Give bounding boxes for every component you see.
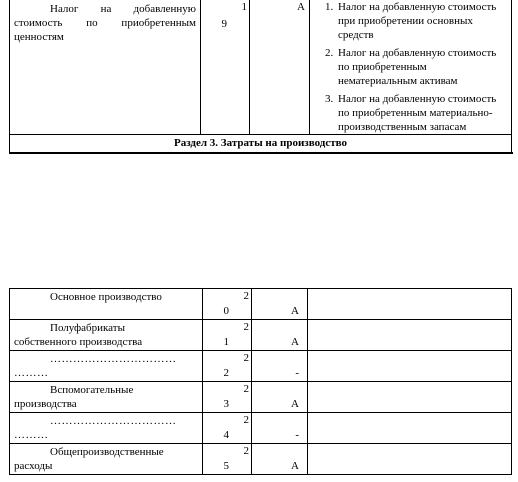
account-type-cell: [252, 382, 308, 413]
table-row: [10, 320, 512, 351]
account-name-cell: [10, 351, 203, 382]
subaccounts-cell: [308, 413, 512, 444]
account-name-line2: расходы: [14, 460, 53, 472]
account-number-first-digit: 2: [243, 445, 249, 457]
account-type-cell: [252, 289, 308, 320]
account-number-cell: [203, 289, 252, 320]
account-number-first-digit: 2: [243, 414, 249, 426]
account-number-cell: [203, 382, 252, 413]
account-type-cell: [252, 351, 308, 382]
subaccounts-cell: [308, 320, 512, 351]
section-header-row: [10, 135, 512, 154]
account-number-cell: [203, 320, 252, 351]
account-type-code: А: [291, 336, 299, 348]
account-number-second-digit: 3: [223, 398, 229, 410]
list-item: 3. Налог на добавленную стоимость по приобретенным материально-производственным запасам: [336, 92, 507, 134]
account-name-line1: Основное производство: [50, 291, 162, 303]
account-name-line1: Полуфабрикаты: [50, 322, 125, 334]
accounts-table-bottom: [9, 288, 512, 475]
accounts-table-top: [9, 0, 512, 154]
table-row: [10, 289, 512, 320]
table-bottom-border: [9, 152, 513, 154]
account-type-code: А: [297, 1, 305, 13]
table-row: [10, 0, 512, 135]
account-number-cell: [203, 351, 252, 382]
account-name-line2: ………: [14, 367, 49, 379]
account-name-cell: [10, 413, 203, 444]
account-name-cell: [10, 289, 203, 320]
account-type-code: -: [295, 367, 299, 379]
account-type-cell: [252, 444, 308, 475]
section-title: Раздел 3. Затраты на производство: [10, 135, 512, 154]
account-name-line2: производства: [14, 398, 77, 410]
account-name-cell: [10, 0, 201, 135]
account-name-cell: [10, 382, 203, 413]
account-name-line1: Общепроизводственные: [50, 446, 164, 458]
account-number-cell: [203, 444, 252, 475]
account-name-line1: Вспомогательные: [50, 384, 134, 396]
subaccounts-list: [314, 0, 507, 134]
account-number-first-digit: 2: [243, 383, 249, 395]
subaccounts-cell: [310, 0, 512, 135]
account-number-first-digit: 1: [241, 1, 247, 13]
subaccounts-cell: [308, 289, 512, 320]
account-number-first-digit: 2: [243, 321, 249, 333]
subaccounts-cell: [308, 351, 512, 382]
account-name: Налог на добавленную стоимость по приобретенным ценностям: [14, 3, 196, 43]
account-name-cell: [10, 444, 203, 475]
account-name-cell: [10, 320, 203, 351]
account-number-second-digit: 0: [223, 305, 229, 317]
account-type-cell: [252, 320, 308, 351]
table-row: [10, 444, 512, 475]
subaccounts-cell: [308, 382, 512, 413]
table-row: [10, 382, 512, 413]
account-name-line2: ………: [14, 429, 49, 441]
account-number-second-digit: 4: [223, 429, 229, 441]
account-type-cell: [252, 413, 308, 444]
account-type-code: А: [291, 398, 299, 410]
account-type-code: -: [295, 429, 299, 441]
table-row: [10, 413, 512, 444]
list-item: 1. Налог на добавленную стоимость при приобретении основных средств: [336, 0, 507, 42]
account-number-first-digit: 2: [243, 290, 249, 302]
account-type-code: А: [291, 305, 299, 317]
account-name-line2: собственного производства: [14, 336, 143, 348]
account-name-line1: ……………………………: [50, 415, 177, 427]
account-number-second-digit: 2: [223, 367, 229, 379]
account-number-first-digit: 2: [243, 352, 249, 364]
account-number-cell: [203, 413, 252, 444]
account-number-second-digit: 9: [221, 18, 227, 30]
subaccounts-cell: [308, 444, 512, 475]
list-item: 2. Налог на добавленную стоимость по приобретенным нематериальным активам: [336, 46, 507, 88]
account-number-second-digit: 5: [223, 460, 229, 472]
account-name-line1: ……………………………: [50, 353, 177, 365]
account-number-cell: [201, 0, 250, 135]
account-number-second-digit: 1: [223, 336, 229, 348]
table-row: [10, 351, 512, 382]
account-type-cell: [250, 0, 310, 135]
account-type-code: А: [291, 460, 299, 472]
